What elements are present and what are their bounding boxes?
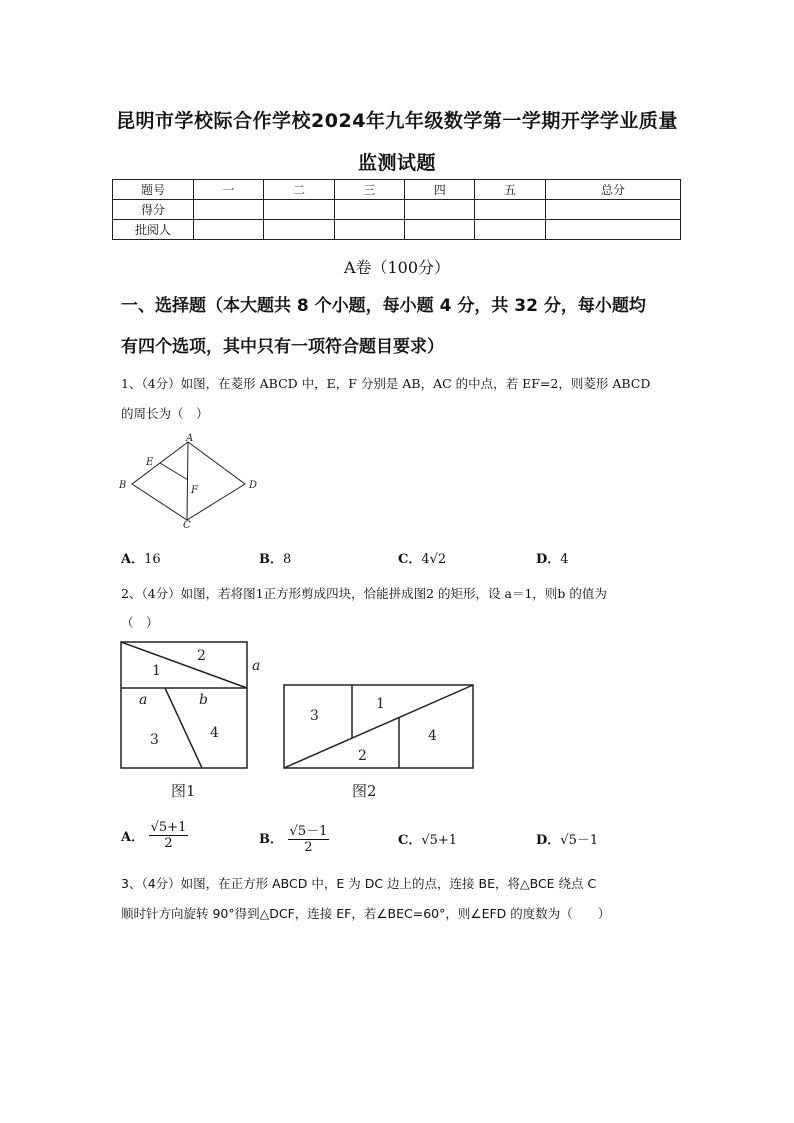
page-title-line2: 监测试题 bbox=[357, 152, 436, 174]
q2-option-b[interactable] bbox=[259, 820, 329, 855]
table-header-cell: 题号 bbox=[113, 180, 194, 200]
table-cell bbox=[405, 200, 475, 220]
q1-text-line1: 1、（4分）如图，在菱形 ABCD 中，E，F 分别是 AB，AC 的中点，若 EF=2，则菱形 ABCD bbox=[121, 376, 651, 391]
label-c: C bbox=[183, 520, 191, 531]
table-cell bbox=[334, 200, 404, 220]
rhombus-abcd bbox=[132, 442, 245, 520]
table-header-cell: 二 bbox=[264, 180, 334, 200]
table-header-cell: 一 bbox=[194, 180, 264, 200]
q2-option-d[interactable] bbox=[536, 829, 598, 848]
option-value: √5－1 bbox=[560, 833, 599, 848]
piece-2-label: 2 bbox=[197, 648, 206, 664]
q1-rhombus-figure bbox=[115, 432, 265, 532]
piece-1-label: 1 bbox=[152, 663, 161, 679]
table-cell bbox=[545, 220, 680, 240]
label-a: A bbox=[186, 433, 194, 444]
q1-option-a[interactable] bbox=[121, 548, 161, 567]
table-header-cell: 总分 bbox=[545, 180, 680, 200]
score-table-header-row bbox=[113, 180, 681, 200]
table-row-label: 批阅人 bbox=[113, 220, 194, 240]
table-cell bbox=[264, 200, 334, 220]
label-e: E bbox=[146, 457, 154, 468]
q2-option-c[interactable] bbox=[398, 829, 457, 848]
q2-text-line2: （ ） bbox=[121, 615, 159, 630]
piece-3-label: 3 bbox=[310, 708, 319, 724]
table-cell bbox=[334, 220, 404, 240]
q1-option-c[interactable] bbox=[398, 548, 446, 567]
option-value: √5+1 bbox=[421, 833, 458, 848]
q3-text-line2: 顺时针方向旋转 90°得到△DCF，连接 EF，若∠BEC=60°，则∠EFD 的度数为（ ） bbox=[121, 906, 611, 921]
diagonal-ac bbox=[187, 442, 188, 520]
score-table bbox=[112, 179, 681, 240]
option-letter: A． bbox=[121, 830, 145, 845]
label-f: F bbox=[191, 485, 198, 496]
section1-line1: 一、选择题（本大题共 8 个小题，每小题 4 分，共 32 分，每小题均 bbox=[121, 296, 646, 316]
label-d: D bbox=[249, 480, 258, 491]
table-header-cell: 三 bbox=[334, 180, 404, 200]
figure-1-caption: 图1 bbox=[171, 782, 196, 800]
fraction-denominator: 2 bbox=[164, 836, 173, 851]
q2-figure-2 bbox=[278, 680, 478, 807]
bottom-a-label: a bbox=[139, 692, 148, 708]
table-cell bbox=[194, 200, 264, 220]
piece-1-label: 1 bbox=[376, 696, 385, 712]
segment-ef bbox=[160, 463, 188, 480]
q2-option-a[interactable] bbox=[121, 820, 188, 851]
table-header-cell: 四 bbox=[405, 180, 475, 200]
table-cell bbox=[194, 220, 264, 240]
section-a-heading: A卷（100分） bbox=[343, 258, 451, 277]
q2-figure-1 bbox=[115, 637, 275, 807]
option-letter: C． bbox=[398, 833, 422, 848]
option-value: 16 bbox=[144, 552, 161, 567]
option-letter: A． bbox=[121, 552, 145, 567]
table-cell bbox=[475, 200, 545, 220]
figure-2-caption: 图2 bbox=[352, 782, 377, 800]
page-title-line1: 昆明市学校际合作学校2024年九年级数学第一学期开学学业质量 bbox=[116, 110, 678, 132]
section1-line2: 有四个选项，其中只有一项符合题目要求） bbox=[121, 337, 444, 357]
piece-4-label: 4 bbox=[428, 728, 437, 744]
table-cell bbox=[264, 220, 334, 240]
option-value: 4√2 bbox=[421, 552, 447, 567]
option-value: 4 bbox=[560, 552, 569, 567]
option-letter: D． bbox=[536, 833, 561, 848]
table-cell bbox=[405, 220, 475, 240]
q1-option-d[interactable] bbox=[536, 548, 569, 567]
piece-3-label: 3 bbox=[150, 732, 159, 748]
option-letter: B． bbox=[259, 832, 283, 847]
diagonal-cut bbox=[121, 642, 247, 688]
slant-cut bbox=[165, 688, 202, 768]
option-letter: D． bbox=[536, 552, 561, 567]
option-letter: B． bbox=[259, 552, 283, 567]
table-row-label: 得分 bbox=[113, 200, 194, 220]
table-row bbox=[113, 220, 681, 240]
q2-text-line1: 2、（4分）如图，若将图1正方形剪成四块，恰能拼成图2 的矩形，设 a＝1，则b 的值为 bbox=[121, 586, 607, 601]
table-header-cell: 五 bbox=[475, 180, 545, 200]
q1-option-b[interactable] bbox=[259, 548, 291, 567]
fraction-denominator: 2 bbox=[304, 840, 313, 855]
option-letter: C． bbox=[398, 552, 422, 567]
fraction-numerator: √5+1 bbox=[150, 820, 187, 835]
fraction-numerator: √5－1 bbox=[288, 820, 330, 840]
option-fraction bbox=[288, 820, 330, 855]
q3-text-line1: 3、（4分）如图，在正方形 ABCD 中，E 为 DC 边上的点，连接 BE，将△BCE 绕点 C bbox=[121, 876, 597, 891]
table-cell bbox=[475, 220, 545, 240]
table-row bbox=[113, 200, 681, 220]
piece-4-label: 4 bbox=[210, 725, 219, 741]
side-a-label: a bbox=[252, 658, 261, 674]
table-cell bbox=[545, 200, 680, 220]
option-value: 8 bbox=[283, 552, 292, 567]
bottom-b-label: b bbox=[199, 692, 208, 708]
piece-2-label: 2 bbox=[358, 748, 367, 764]
label-b: B bbox=[119, 480, 127, 491]
q1-text-line2: 的周长为（ ） bbox=[121, 406, 209, 421]
option-fraction bbox=[149, 820, 189, 851]
